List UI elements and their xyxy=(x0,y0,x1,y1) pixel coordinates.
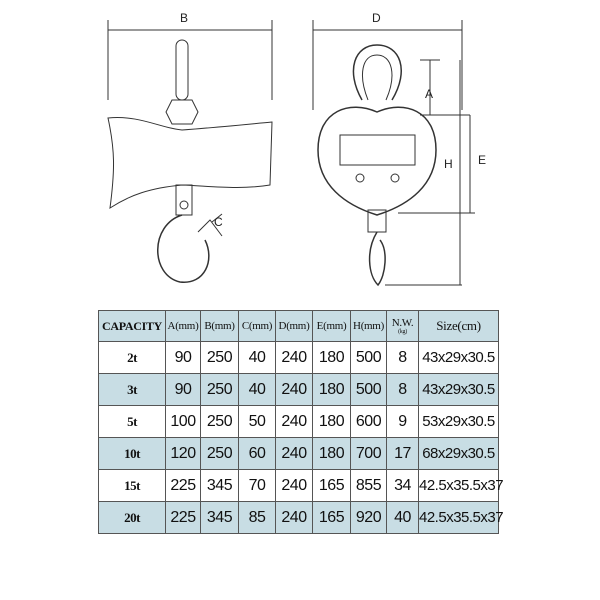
cell-d: 240 xyxy=(276,470,313,502)
cell-a: 225 xyxy=(166,502,201,534)
cell-size: 42.5x35.5x37 xyxy=(419,470,499,502)
cell-nw: 40 xyxy=(387,502,419,534)
cell-c: 60 xyxy=(239,438,276,470)
cell-d: 240 xyxy=(276,438,313,470)
table-row xyxy=(99,374,499,406)
cell-e: 180 xyxy=(313,342,351,374)
shackle-front xyxy=(353,45,401,100)
cell-c: 70 xyxy=(239,470,276,502)
cell-d: 240 xyxy=(276,406,313,438)
cell-h: 500 xyxy=(351,342,387,374)
cell-h: 600 xyxy=(351,406,387,438)
cell-h: 920 xyxy=(351,502,387,534)
header-a: A(mm) xyxy=(166,311,201,342)
cell-d: 240 xyxy=(276,502,313,534)
cell-b: 250 xyxy=(201,374,239,406)
header-b: B(mm) xyxy=(201,311,239,342)
cell-b: 250 xyxy=(201,406,239,438)
cell-a: 100 xyxy=(166,406,201,438)
label-h: H xyxy=(444,157,453,171)
cell-e: 180 xyxy=(313,374,351,406)
cell-c: 85 xyxy=(239,502,276,534)
shackle xyxy=(176,40,188,100)
hook-swivel xyxy=(176,185,192,215)
table-header-row xyxy=(99,311,499,342)
header-nw-label: N.W. xyxy=(391,317,414,329)
header-d: D(mm) xyxy=(276,311,313,342)
cell-nw: 9 xyxy=(387,406,419,438)
cell-a: 90 xyxy=(166,342,201,374)
cell-e: 165 xyxy=(313,470,351,502)
table-row xyxy=(99,470,499,502)
hex-nut xyxy=(166,100,198,124)
cell-size: 68x29x30.5 xyxy=(419,438,499,470)
table-row xyxy=(99,438,499,470)
button-right xyxy=(391,174,399,182)
cell-e: 180 xyxy=(313,438,351,470)
cell-a: 90 xyxy=(166,374,201,406)
hook xyxy=(158,215,209,282)
cell-capacity: 10t xyxy=(99,438,166,470)
header-size: Size(cm) xyxy=(419,311,499,342)
cell-size: 53x29x30.5 xyxy=(419,406,499,438)
cell-a: 225 xyxy=(166,470,201,502)
cell-capacity: 2t xyxy=(99,342,166,374)
cell-e: 165 xyxy=(313,502,351,534)
label-b: B xyxy=(180,11,189,25)
cell-b: 250 xyxy=(201,342,239,374)
cell-h: 700 xyxy=(351,438,387,470)
cell-e: 180 xyxy=(313,406,351,438)
cell-nw: 8 xyxy=(387,342,419,374)
cell-size: 42.5x35.5x37 xyxy=(419,502,499,534)
label-a: A xyxy=(425,87,434,101)
cell-size: 43x29x30.5 xyxy=(419,342,499,374)
button-left xyxy=(356,174,364,182)
cell-c: 40 xyxy=(239,342,276,374)
header-e: E(mm) xyxy=(313,311,351,342)
table-row xyxy=(99,406,499,438)
cell-c: 50 xyxy=(239,406,276,438)
label-c: C xyxy=(214,215,223,229)
header-nw xyxy=(387,311,419,342)
cell-capacity: 20t xyxy=(99,502,166,534)
spec-table xyxy=(98,310,504,534)
label-e: E xyxy=(478,153,487,167)
header-h: H(mm) xyxy=(351,311,387,342)
scale-body-front xyxy=(318,107,436,215)
cell-c: 40 xyxy=(239,374,276,406)
table-row xyxy=(99,342,499,374)
cell-nw: 17 xyxy=(387,438,419,470)
cell-capacity: 5t xyxy=(99,406,166,438)
cell-capacity: 15t xyxy=(99,470,166,502)
cell-b: 345 xyxy=(201,470,239,502)
cell-b: 250 xyxy=(201,438,239,470)
display-window xyxy=(340,135,415,165)
label-d: D xyxy=(372,11,381,25)
table-row xyxy=(99,502,499,534)
cell-h: 855 xyxy=(351,470,387,502)
cell-capacity: 3t xyxy=(99,374,166,406)
header-nw-unit: (kg) xyxy=(398,329,407,335)
hook-front xyxy=(370,232,386,285)
header-capacity: CAPACITY xyxy=(99,311,166,342)
cell-b: 345 xyxy=(201,502,239,534)
cell-nw: 34 xyxy=(387,470,419,502)
cell-nw: 8 xyxy=(387,374,419,406)
cell-size: 43x29x30.5 xyxy=(419,374,499,406)
cell-d: 240 xyxy=(276,374,313,406)
cell-d: 240 xyxy=(276,342,313,374)
scale-body-side xyxy=(108,118,272,208)
cell-a: 120 xyxy=(166,438,201,470)
header-c: C(mm) xyxy=(239,311,276,342)
cell-h: 500 xyxy=(351,374,387,406)
